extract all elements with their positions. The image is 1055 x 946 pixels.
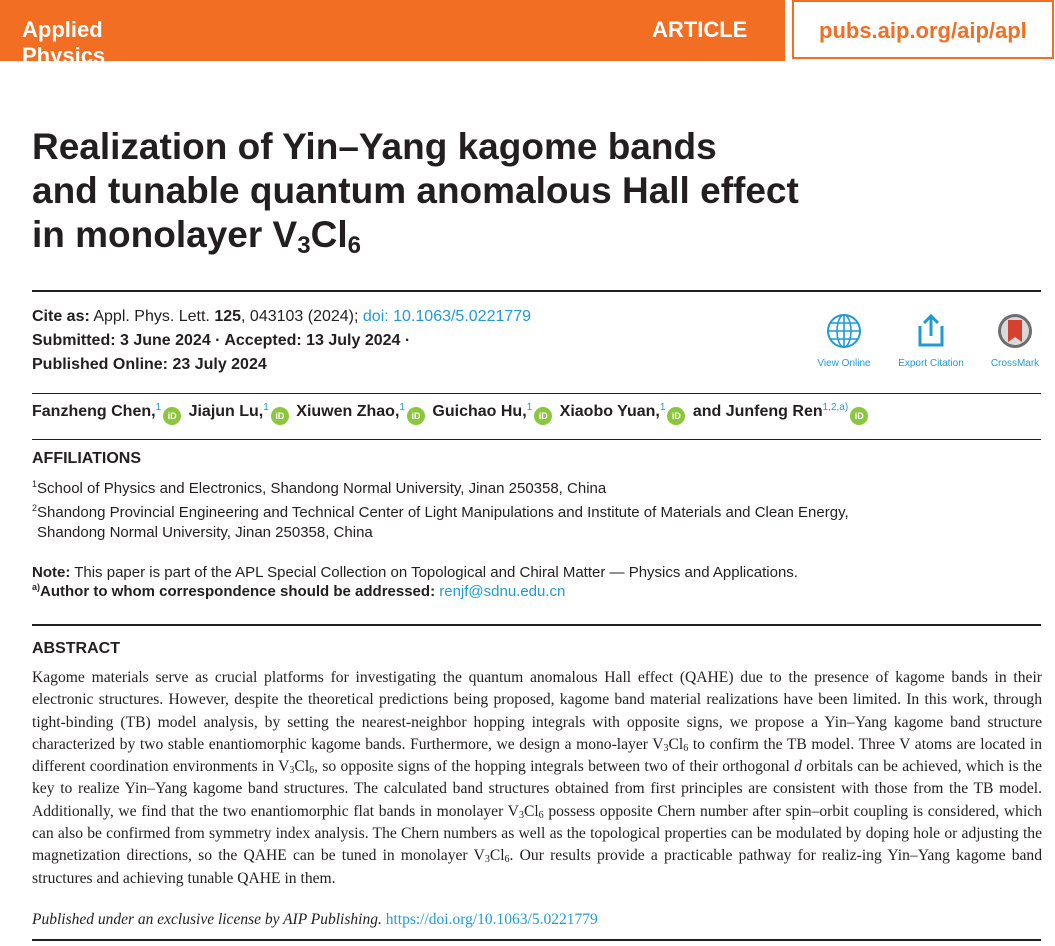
export-citation-button[interactable] xyxy=(898,312,964,369)
author[interactable]: Guichao Hu,$^1$ xyxy=(432,402,533,420)
author[interactable]: Xiaobo Yuan,$^1$ xyxy=(559,402,666,420)
orcid-icon[interactable]: iD xyxy=(534,407,552,425)
author[interactable]: and Junfeng Ren$^{1,2,a)}$ xyxy=(692,402,849,420)
journal-url[interactable]: pubs.aip.org/aip/apl xyxy=(819,18,1027,43)
divider xyxy=(32,393,1041,394)
submitted-dates: Submitted: 3 June 2024 · Accepted: 13 July 2024 · xyxy=(32,332,411,349)
orcid-icon[interactable]: iD xyxy=(407,407,425,425)
crossmark-button[interactable] xyxy=(990,312,1040,369)
author[interactable]: Jiajun Lu,$^1$ xyxy=(188,402,269,420)
doi-url-link[interactable]: https://doi.org/10.1063/5.0221779 xyxy=(385,911,598,928)
affiliation-1: $^1$School of Physics and Electronics, Shandong Normal University, Jinan 250358, China xyxy=(32,479,607,497)
orcid-icon[interactable]: iD xyxy=(667,407,685,425)
journal-url-box[interactable] xyxy=(792,0,1054,59)
title-line-3: in monolayer $V_3Cl_6$ xyxy=(32,214,361,259)
divider xyxy=(32,439,1041,440)
paper-title xyxy=(32,125,932,257)
crossmark-label: CrossMark xyxy=(990,358,1040,369)
author-list xyxy=(32,403,871,425)
title-line-1: Realization of Yin–Yang kagome bands xyxy=(32,126,717,167)
author[interactable]: Fanzheng Chen,$^1$ xyxy=(32,402,162,420)
divider xyxy=(32,624,1041,626)
journal-name: Applied Physics Letters xyxy=(22,17,106,94)
export-citation-label: Export Citation xyxy=(898,358,964,369)
affiliation-2: $^2$Shandong Provincial Engineering and Technical Center of Light Manipulations and Institute of Materials and Clean Energy, Shandong Normal University, Jinan 250358, China xyxy=(32,503,849,541)
email-link[interactable]: renjf@sdnu.edu.cn xyxy=(439,583,566,600)
view-online-button[interactable] xyxy=(815,312,873,369)
divider xyxy=(32,290,1041,292)
article-type: ARTICLE xyxy=(652,17,748,42)
globe-icon xyxy=(825,312,863,350)
affiliations-heading: AFFILIATIONS xyxy=(32,450,142,467)
citation-block: Cite as: Appl. Phys. Lett. 125, 043103 (2024); doi: 10.1063/5.0221779 Submitted: 3 June 2024 · Accepted: 13 July 2024 · Published Online: 23 July 2024 xyxy=(32,305,531,377)
crossmark-icon xyxy=(996,312,1034,350)
orcid-icon[interactable]: iD xyxy=(850,407,868,425)
orcid-icon[interactable]: iD xyxy=(163,407,181,425)
abstract-text: Kagome materials serve as crucial platforms for investigating the quantum anomalous Hall effect (QAHE) due to the presence of kagome bands in their electronic structures. However, despite the theoretical predictions being proposed, kagome band material realizations have been limited. In this work, through tight-binding (TB) model analysis, by setting the nearest-neighbor hopping integrals with opposite signs, we propose a Yin–Yang kagome band structure characterized by two stable enantiomorphic kagome bands. Furthermore, we design a mono-layer $V_3Cl_6$ to confirm the TB model. Three V atoms are located in different coordination environments in $V_3Cl_6$, so opposite signs of the hopping integrals between two of their orthogonal d orbitals can be achieved, which is the key to realize Yin–Yang kagome band structures. The calculated band structures obtained from first principles are consistent with those from the TB model. Additionally, we find that the two enantiomorphic flat bands in monolayer $V_3Cl_6$ possess opposite Chern number after spin–orbit coupling is considered, which can also be confirmed from symmetry index analysis. The Chern numbers as well as the topological properties can be modulated by doping hole or adjusting the magnetization directions, so the QAHE can be tuned in monolayer $V_3Cl_6$. Our results provide a practicable pathway for realiz-ing Yin–Yang kagome band structures and achieving tunable QAHE in them. xyxy=(32,669,1043,887)
orcid-icon[interactable]: iD xyxy=(271,407,289,425)
doi-link[interactable]: doi: 10.1063/5.0221779 xyxy=(362,308,532,325)
title-line-2: and tunable quantum anomalous Hall effect xyxy=(32,170,799,211)
author[interactable]: Xiuwen Zhao,$^1$ xyxy=(296,402,405,420)
export-icon xyxy=(914,312,948,350)
published-date: Published Online: 23 July 2024 xyxy=(32,356,267,373)
abstract-heading: ABSTRACT xyxy=(32,640,120,657)
license-line: Published under an exclusive license by AIP Publishing. https://doi.org/10.1063/5.0221779 xyxy=(32,911,598,928)
view-online-label: View Online xyxy=(817,358,871,369)
divider xyxy=(32,939,1041,941)
note-block: Note: This paper is part of the APL Special Collection on Topological and Chiral Matter — Physics and Applications. $^{a)}$Author to whom correspondence should be addressed: renjf@sdnu.edu.cn xyxy=(32,564,798,600)
